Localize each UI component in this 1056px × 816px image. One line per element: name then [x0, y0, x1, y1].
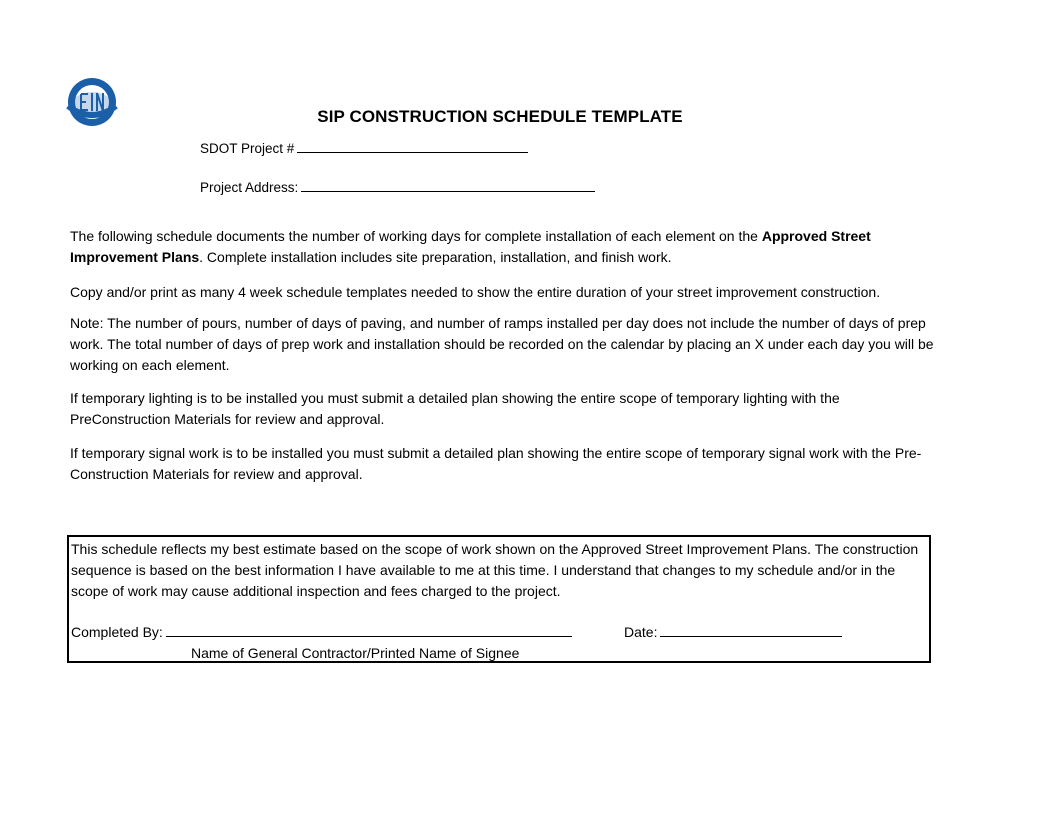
date-blank[interactable] [660, 623, 842, 637]
signee-caption: Name of General Contractor/Printed Name of Signee [191, 645, 520, 661]
completed-by-label: Completed By: [71, 624, 163, 640]
project-address-label: Project Address: [200, 180, 299, 195]
date-field [624, 623, 842, 640]
project-address-blank[interactable] [301, 179, 595, 192]
p1-bold-text: Approved Street Improvement Plans [70, 228, 871, 265]
completed-by-blank[interactable] [166, 623, 572, 637]
instruction-paragraph-1 [70, 226, 940, 268]
instruction-paragraph-3: Note: The number of pours, number of days of paving, and number of ramps installed per day does not include the number of days of prep work. The total number of days of prep work and installation should be recorded on the calendar by placing an X under each day you will be working on each element. [70, 315, 934, 373]
signature-row [71, 623, 931, 640]
project-number-label: SDOT Project # [200, 141, 295, 156]
page-title: SIP CONSTRUCTION SCHEDULE TEMPLATE [317, 107, 683, 126]
certification-box [67, 535, 931, 663]
p1-text: The following schedule documents the number of working days for complete installation of each element on the [70, 228, 762, 244]
instruction-paragraph-2: Copy and/or print as many 4 week schedule templates needed to show the entire duration of your street improvement construction. [70, 284, 881, 300]
project-address-field [200, 179, 595, 195]
project-number-field [200, 140, 528, 156]
p1-text-end: . Complete installation includes site preparation, installation, and finish work. [199, 249, 672, 265]
date-label: Date: [624, 624, 658, 640]
certification-statement: This schedule reflects my best estimate based on the scope of work shown on the Approved Street Improvement Plans. The construction sequence is based on the best information I have available to me at this time. I understand that changes to my schedule and/or in the scope of work may cause additional inspection and fees charged to the project. [71, 541, 919, 599]
instruction-paragraph-4: If temporary lighting is to be installed you must submit a detailed plan showing the entire scope of temporary lighting with the PreConstruction Materials for review and approval. [70, 390, 840, 427]
instruction-paragraph-5: If temporary signal work is to be installed you must submit a detailed plan showing the entire scope of temporary signal work with the Pre-Construction Materials for review and approval. [70, 445, 922, 482]
project-number-blank[interactable] [297, 140, 528, 153]
